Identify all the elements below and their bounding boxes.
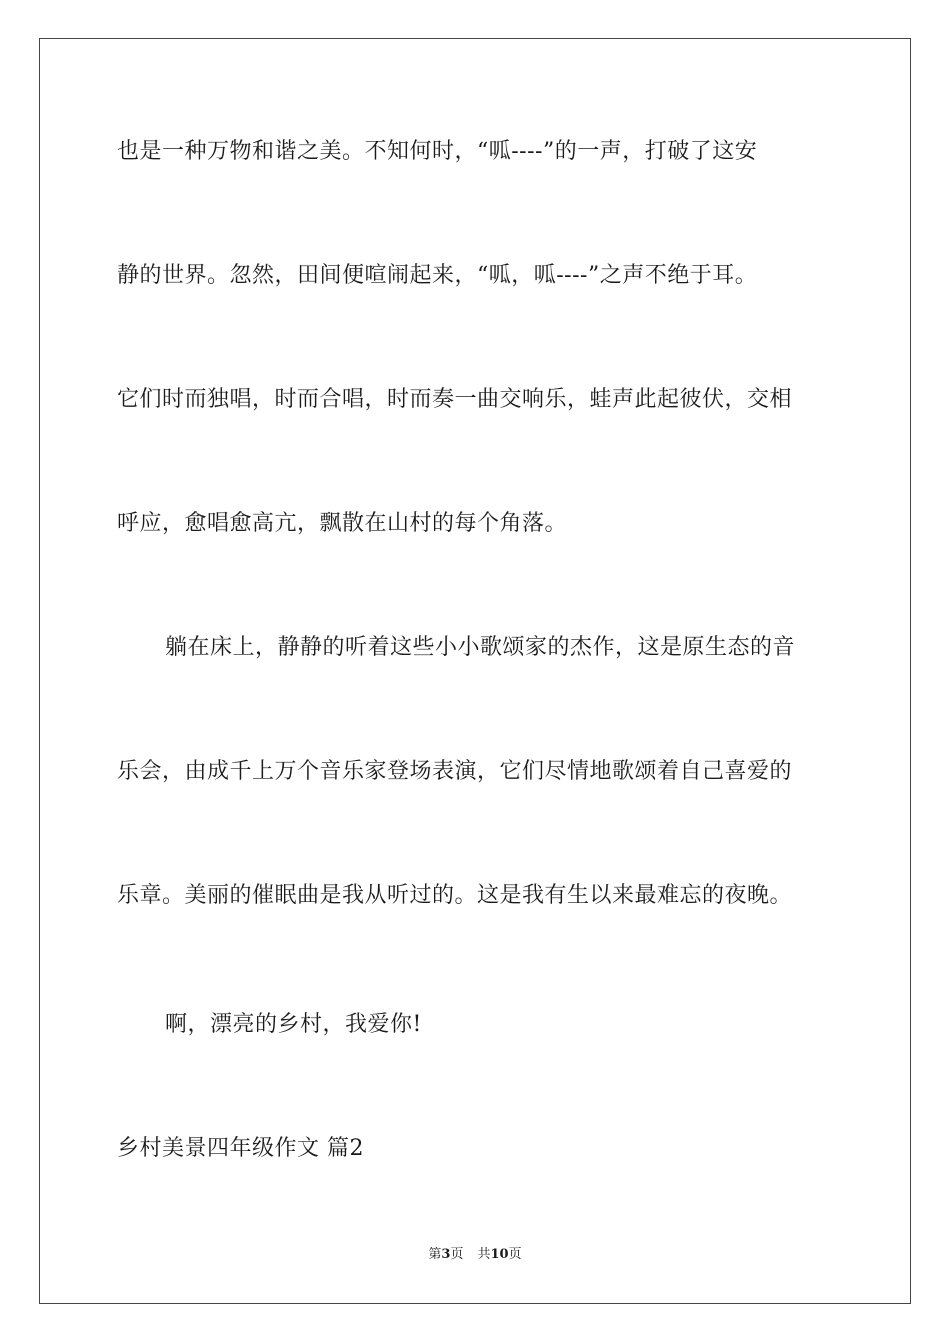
footer-page-prefix: 第	[428, 1247, 442, 1262]
paragraph-line: 乐会，由成千上万个音乐家登场表演，它们尽情地歌颂着自己喜爱的	[117, 759, 793, 784]
paragraph-line: 乐章。美丽的催眠曲是我从听过的。这是我有生以来最难忘的夜晚。	[117, 883, 793, 908]
paragraph-line-indented: 啊，漂亮的乡村，我爱你!	[165, 1012, 422, 1037]
footer-total-prefix: 共	[477, 1247, 491, 1262]
paragraph-line: 它们时而独唱，时而合唱，时而奏一曲交响乐，蛙声此起彼伏，交相	[117, 387, 793, 412]
paragraph-line: 呼应，愈唱愈高亢，飘散在山村的每个角落。	[117, 511, 568, 536]
paragraph-line: 也是一种万物和谐之美。不知何时，“呱----”的一声，打破了这安	[117, 139, 758, 164]
paragraph-line-indented: 躺在床上，静静的听着这些小小歌颂家的杰作，这是原生态的音	[165, 635, 796, 660]
footer-page-total: 10	[490, 1247, 509, 1262]
paragraph-line: 静的世界。忽然，田间便喧闹起来，“呱，呱----”之声不绝于耳。	[117, 263, 758, 288]
section-heading: 乡村美景四年级作文 篇2	[117, 1136, 364, 1161]
footer-page-current: 3	[441, 1247, 451, 1262]
page-footer	[0, 1246, 950, 1264]
footer-page-suffix: 页	[450, 1247, 464, 1262]
footer-total-suffix: 页	[508, 1247, 522, 1262]
page-border	[39, 38, 911, 1304]
